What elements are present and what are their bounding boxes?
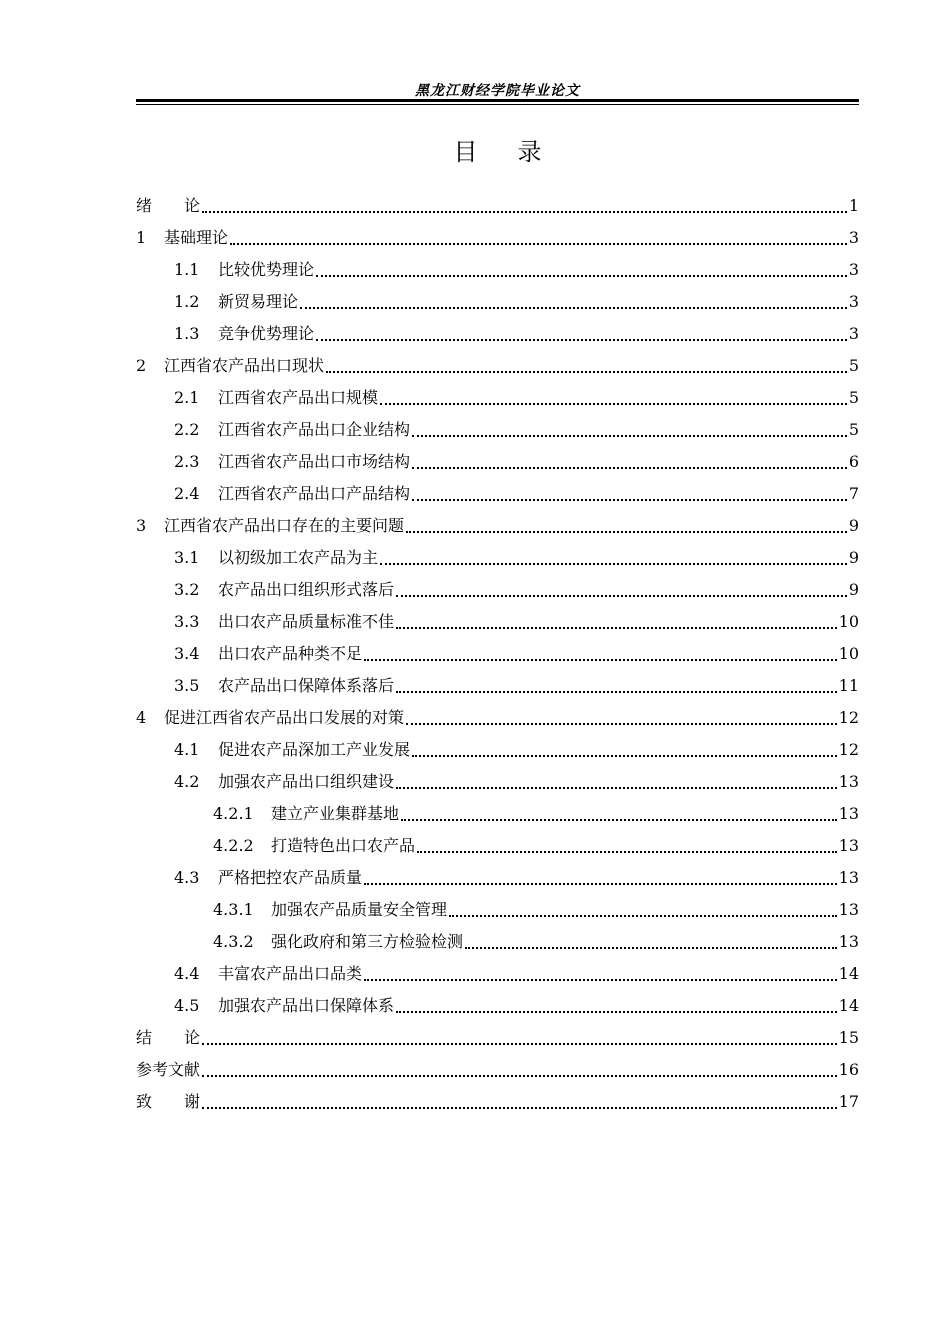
toc-entry-number: 3.4	[174, 644, 200, 663]
toc-entry-number: 2.1	[174, 388, 200, 407]
toc-entry-number: 1.3	[174, 324, 200, 343]
toc-entry-title: 加强农产品质量安全管理	[271, 900, 448, 919]
toc-entry[interactable]	[136, 670, 859, 702]
toc-entry[interactable]	[136, 478, 859, 510]
toc-entry-number: 4.5	[174, 996, 200, 1015]
toc-entry-page: 3	[848, 324, 859, 343]
toc-dot-leader	[417, 851, 837, 853]
toc-entry[interactable]	[136, 222, 859, 254]
toc-entry[interactable]	[136, 382, 859, 414]
toc-entry-page: 5	[848, 356, 859, 375]
toc-entry-title: 新贸易理论	[218, 292, 299, 311]
toc-entry-number: 4.2.2	[213, 836, 254, 855]
toc-entry-title: 建立产业集群基地	[271, 804, 400, 823]
toc-entry-page: 13	[838, 900, 859, 919]
toc-entry-page: 3	[848, 260, 859, 279]
toc-entry-title: 绪 论	[136, 196, 201, 215]
toc-entry-page: 9	[848, 580, 859, 599]
toc-entry-title: 基础理论	[164, 228, 229, 247]
toc-dot-leader	[202, 1107, 837, 1109]
toc-entry-page: 9	[848, 516, 859, 535]
toc-entry-title: 致 谢	[136, 1092, 201, 1111]
toc-entry[interactable]	[136, 318, 859, 350]
toc-dot-leader	[396, 595, 847, 597]
toc-entry-number: 1.1	[174, 260, 200, 279]
toc-entry-number: 4.2	[174, 772, 200, 791]
toc-entry-page: 10	[838, 644, 859, 663]
running-header: 黑龙江财经学院毕业论文	[415, 83, 580, 99]
toc-entry-page: 12	[838, 740, 859, 759]
toc-dot-leader	[316, 339, 847, 341]
toc-entry-title: 参考文献	[136, 1060, 201, 1079]
toc-entry-number: 1	[136, 228, 147, 247]
toc-entry-page: 15	[838, 1028, 859, 1047]
toc-dot-leader	[412, 755, 837, 757]
toc-entry-page: 10	[838, 612, 859, 631]
toc-entry-title: 强化政府和第三方检验检测	[271, 932, 464, 951]
toc-entry-number: 4.4	[174, 964, 200, 983]
toc-entry[interactable]	[136, 702, 859, 734]
toc-entry[interactable]	[136, 510, 859, 542]
toc-entry-number: 3.5	[174, 676, 200, 695]
toc-entry-page: 17	[838, 1092, 859, 1111]
toc-entry-page: 13	[838, 804, 859, 823]
toc-entry[interactable]	[136, 254, 859, 286]
toc-dot-leader	[412, 467, 847, 469]
toc-dot-leader	[202, 211, 847, 213]
toc-dot-leader	[396, 787, 837, 789]
header-rule-thin	[136, 104, 859, 105]
toc-entry-title: 出口农产品种类不足	[218, 644, 363, 663]
toc-entry-number: 2.2	[174, 420, 200, 439]
toc-entry[interactable]	[136, 1054, 859, 1086]
toc-entry-number: 2	[136, 356, 147, 375]
toc-entry-page: 5	[848, 388, 859, 407]
toc-entry[interactable]	[136, 798, 859, 830]
toc-dot-leader	[396, 1011, 837, 1013]
toc-entry-number: 3.1	[174, 548, 200, 567]
toc-entry-title: 江西省农产品出口市场结构	[218, 452, 411, 471]
toc-entry-page: 1	[848, 196, 859, 215]
toc-entry-title: 出口农产品质量标准不佳	[218, 612, 395, 631]
toc-entry-title: 丰富农产品出口品类	[218, 964, 363, 983]
header-rule-thick	[136, 99, 859, 102]
toc-entry[interactable]	[136, 1022, 859, 1054]
toc-entry[interactable]	[136, 766, 859, 798]
toc-entry[interactable]	[136, 350, 859, 382]
toc-dot-leader	[412, 435, 847, 437]
toc-entry[interactable]	[136, 894, 859, 926]
toc-entry-title: 严格把控农产品质量	[218, 868, 363, 887]
toc-entry[interactable]	[136, 190, 859, 222]
toc-entry-number: 3	[136, 516, 147, 535]
toc-entry[interactable]	[136, 1086, 859, 1118]
toc-entry-number: 4	[136, 708, 147, 727]
toc-entry-page: 6	[848, 452, 859, 471]
toc-entry[interactable]	[136, 286, 859, 318]
toc-dot-leader	[380, 563, 847, 565]
toc-dot-leader	[300, 307, 847, 309]
toc-entry-title: 加强农产品出口组织建设	[218, 772, 395, 791]
toc-entry[interactable]	[136, 734, 859, 766]
toc-dot-leader	[364, 883, 837, 885]
toc-entry-title: 促进农产品深加工产业发展	[218, 740, 411, 759]
toc-entry-page: 11	[838, 676, 859, 695]
toc-entry-page: 16	[838, 1060, 859, 1079]
toc-entry[interactable]	[136, 542, 859, 574]
toc-dot-leader	[406, 531, 847, 533]
toc-entry-page: 13	[838, 932, 859, 951]
toc-entry-page: 9	[848, 548, 859, 567]
toc-entry[interactable]	[136, 990, 859, 1022]
toc-entry-title: 农产品出口保障体系落后	[218, 676, 395, 695]
toc-entry-number: 3.2	[174, 580, 200, 599]
toc-entry[interactable]	[136, 862, 859, 894]
toc-dot-leader	[465, 947, 837, 949]
toc-entry-title: 打造特色出口农产品	[271, 836, 416, 855]
toc-dot-leader	[326, 371, 847, 373]
toc-dot-leader	[449, 915, 837, 917]
toc-entry[interactable]	[136, 926, 859, 958]
toc-dot-leader	[412, 499, 847, 501]
toc-entry-page: 3	[848, 292, 859, 311]
toc-entry[interactable]	[136, 606, 859, 638]
toc-entry[interactable]	[136, 638, 859, 670]
toc-entry-title: 加强农产品出口保障体系	[218, 996, 395, 1015]
toc-dot-leader	[364, 979, 837, 981]
toc-dot-leader	[202, 1043, 837, 1045]
toc-entry-number: 2.4	[174, 484, 200, 503]
toc-entry-page: 12	[838, 708, 859, 727]
toc-title: 目录	[453, 138, 582, 166]
toc-entry-title: 竞争优势理论	[218, 324, 315, 343]
toc-entry-title: 比较优势理论	[218, 260, 315, 279]
toc-dot-leader	[406, 723, 837, 725]
toc-entry-title: 江西省农产品出口现状	[164, 356, 325, 375]
toc-entry-number: 4.3.1	[213, 900, 254, 919]
toc-entry-number: 2.3	[174, 452, 200, 471]
toc-entry-title: 促进江西省农产品出口发展的对策	[164, 708, 405, 727]
toc-entry-page: 13	[838, 868, 859, 887]
toc-entry-number: 4.1	[174, 740, 200, 759]
toc-dot-leader	[380, 403, 847, 405]
toc-entry[interactable]	[136, 446, 859, 478]
toc-dot-leader	[202, 1075, 837, 1077]
toc-entry-page: 7	[848, 484, 859, 503]
toc-entry-title: 江西省农产品出口产品结构	[218, 484, 411, 503]
toc-entry-page: 5	[848, 420, 859, 439]
toc-entry-page: 13	[838, 836, 859, 855]
toc-entry-title: 江西省农产品出口存在的主要问题	[164, 516, 405, 535]
toc-entry-title: 江西省农产品出口规模	[218, 388, 379, 407]
toc-entry-title: 江西省农产品出口企业结构	[218, 420, 411, 439]
toc-entry[interactable]	[136, 830, 859, 862]
toc-dot-leader	[396, 627, 837, 629]
toc-dot-leader	[316, 275, 847, 277]
toc-entry[interactable]	[136, 414, 859, 446]
toc-entry-title: 以初级加工农产品为主	[218, 548, 379, 567]
toc-entry[interactable]	[136, 958, 859, 990]
toc-dot-leader	[230, 243, 847, 245]
toc-dot-leader	[364, 659, 837, 661]
toc-entry-page: 14	[838, 964, 859, 983]
toc-entry-number: 4.2.1	[213, 804, 254, 823]
toc-entry[interactable]	[136, 574, 859, 606]
toc-entry-title: 农产品出口组织形式落后	[218, 580, 395, 599]
table-of-contents	[136, 190, 859, 1118]
toc-dot-leader	[401, 819, 837, 821]
toc-entry-number: 3.3	[174, 612, 200, 631]
toc-entry-number: 4.3	[174, 868, 200, 887]
toc-entry-page: 14	[838, 996, 859, 1015]
toc-entry-page: 13	[838, 772, 859, 791]
toc-dot-leader	[396, 691, 837, 693]
toc-entry-title: 结 论	[136, 1028, 201, 1047]
toc-entry-page: 3	[848, 228, 859, 247]
toc-entry-number: 1.2	[174, 292, 200, 311]
toc-entry-number: 4.3.2	[213, 932, 254, 951]
